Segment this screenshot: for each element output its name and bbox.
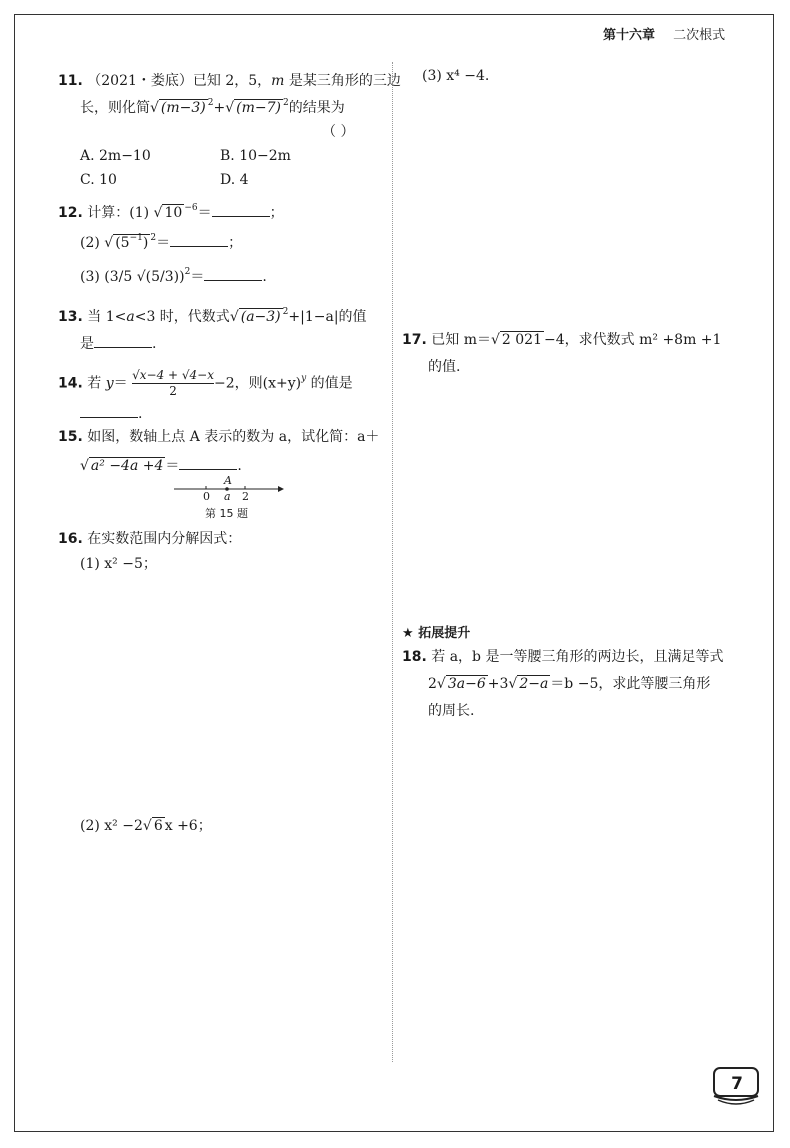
q13-line2: 是	[80, 336, 94, 352]
q14-text-a: 若	[87, 375, 106, 392]
q11-line2: 长，则化简	[80, 100, 150, 116]
q17-number: 17.	[402, 332, 427, 348]
q17-line2: 的值.	[428, 359, 461, 375]
q12-semi-2: ；	[228, 235, 243, 251]
page-frame	[14, 14, 774, 1132]
column-divider	[392, 62, 393, 1062]
q11-source: （2021・娄底）	[87, 73, 193, 89]
q16-number: 16.	[58, 531, 83, 547]
q12-part2-label: (2)	[80, 235, 100, 251]
q13-period: .	[152, 336, 157, 352]
number-line-arrow	[278, 486, 284, 492]
q18-coef-1: 2	[428, 676, 437, 692]
q15-period: .	[237, 458, 242, 474]
q15-eq: ＝	[165, 458, 180, 474]
q14-text-b: −2，则(x+y)	[213, 375, 302, 392]
q13-var: a	[126, 309, 135, 325]
q11-var: m	[271, 73, 285, 89]
q13-radical: (a−3)	[240, 309, 281, 325]
extension-label: 拓展提升	[418, 626, 471, 641]
q16-part2-radical: 6	[153, 818, 163, 834]
q12-exp-1: −6	[184, 203, 198, 213]
q12-blank-2[interactable]	[170, 232, 228, 247]
q15-tick-2: 2	[242, 490, 249, 503]
q14-var: y	[105, 375, 114, 392]
q15-text-a: 如图，数轴上点 A 表示的数为 a，试化简：a＋	[87, 429, 380, 445]
header	[603, 24, 725, 43]
q16-part1: (1) x² −5；	[80, 556, 157, 572]
q11-option-c[interactable]: C. 10	[80, 172, 117, 188]
q12-eq-3: ＝	[190, 269, 205, 285]
q11-radical-2: (m−7)	[236, 100, 281, 116]
q18-radical-1: 3a−6	[447, 676, 486, 692]
q12-period: .	[262, 269, 267, 285]
q18-number: 18.	[402, 649, 427, 665]
q14-denominator: 2	[169, 384, 177, 398]
q12-semi-1: ；	[269, 205, 284, 221]
q12-eq-2: ＝	[156, 235, 171, 251]
q12-r2: (5	[115, 235, 130, 251]
q17-radical: 2 021	[501, 332, 543, 348]
q11-exp-1: 2	[207, 98, 214, 108]
q11-option-d[interactable]: D. 4	[220, 172, 249, 188]
q18-line2-rest: ＝b −5，求此等腰三角形	[550, 676, 711, 692]
q15-point-label: A	[224, 474, 232, 487]
chapter-label: 第十六章	[603, 28, 656, 43]
q11-exp-2: 2	[283, 98, 289, 108]
q12-part3-label: (3)	[80, 269, 100, 285]
q14-fraction	[132, 368, 214, 399]
star-icon: ★	[402, 626, 414, 641]
q11-text-b: 是某三角形的三边	[284, 73, 401, 89]
q12-blank-3[interactable]	[204, 266, 262, 281]
q15-blank[interactable]	[179, 455, 237, 470]
chapter-title: 二次根式	[673, 28, 726, 43]
q14-number: 14.	[58, 375, 83, 392]
q15-tick-0: 0	[203, 490, 210, 503]
q14-period: .	[138, 406, 143, 422]
q12-label: 计算：(1)	[87, 205, 150, 221]
q17-text-a: 已知 m＝	[431, 332, 491, 348]
q15-radical: a² −4a +4	[90, 458, 164, 474]
extension-heading	[402, 622, 470, 641]
q12-blank-1[interactable]	[212, 202, 270, 217]
q14-eq: ＝	[113, 375, 128, 392]
q12-radical-1: 10	[164, 205, 183, 221]
q16-title: 在实数范围内分解因式：	[87, 531, 242, 547]
q13-blank[interactable]	[94, 333, 152, 348]
q15-caption: 第 15 题	[205, 507, 248, 520]
q16-part3: (3) x⁴ −4.	[422, 68, 490, 84]
q11-text: 已知 2，5，	[192, 73, 272, 89]
q15-tick-a: a	[224, 490, 231, 503]
q14-text-c: 的值是	[306, 375, 353, 392]
q14-numerator: √x−4 + √4−x	[132, 368, 214, 382]
q13-text-c: +|1−a|的值	[288, 309, 367, 325]
q18-line1: 若 a，b 是一等腰三角形的两边长，且满足等式	[431, 649, 724, 665]
q15-number: 15.	[58, 429, 83, 445]
q11-number: 11.	[58, 73, 83, 89]
q11-radical-1: (m−3)	[160, 100, 206, 116]
q11-line2-b: 的结果为	[288, 100, 345, 116]
q12-eq-1: ＝	[197, 205, 212, 221]
q18-radical-2: 2−a	[519, 676, 549, 692]
q12-number: 12.	[58, 205, 83, 221]
q18-coef-2: +3	[487, 676, 509, 692]
q11-plus: +	[213, 100, 226, 116]
q12-part3-expr: (3/5 √(5/3))	[104, 269, 185, 285]
q14-exp: y	[301, 373, 307, 384]
q12-radical-2	[113, 234, 150, 251]
q16-part2-b: x +6；	[164, 818, 212, 834]
q17-text-b: −4，求代数式 m² +8m +1	[544, 332, 722, 348]
q12-r2exp: −1	[129, 233, 143, 243]
page-number: 7	[731, 1074, 743, 1094]
q18-line3: 的周长.	[428, 703, 475, 719]
q12-r2close: )	[142, 235, 149, 251]
q11-answer-bracket[interactable]: （ ）	[322, 124, 355, 140]
q13-text-a: 当 1<	[87, 309, 127, 325]
q14-blank[interactable]	[80, 403, 138, 418]
q11-option-a[interactable]: A. 2m−10	[80, 148, 151, 164]
q13-number: 13.	[58, 309, 83, 325]
q13-text-b: <3 时，代数式	[134, 309, 230, 325]
q16-part2-a: (2) x² −2	[80, 818, 143, 834]
q11-option-b[interactable]: B. 10−2m	[220, 148, 291, 164]
